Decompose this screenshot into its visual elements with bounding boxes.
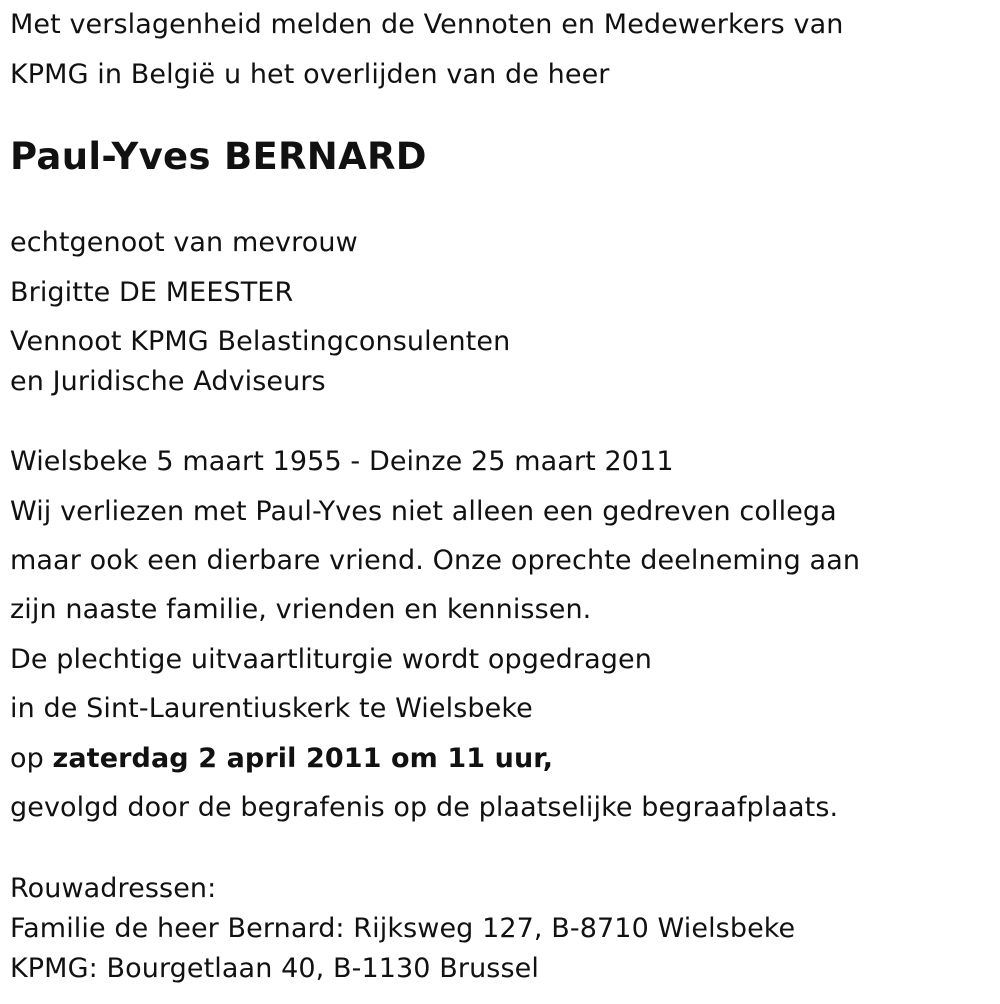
spouse-name: Brigitte DE MEESTER — [10, 277, 294, 308]
funeral-datetime-line — [10, 742, 553, 776]
intro-line-1: Met verslagenheid melden de Vennoten en Medewerkers van — [10, 9, 844, 40]
message-line-2: maar ook een dierbare vriend. Onze oprechte deelneming aan — [10, 545, 861, 576]
intro-line-2: KPMG in België u het overlijden van de heer — [10, 59, 610, 90]
message-line-1: Wij verliezen met Paul-Yves niet alleen een gedreven collega — [10, 496, 837, 527]
funeral-line-4: gevolgd door de begrafenis op de plaatselijke begraafplaats. — [10, 792, 839, 823]
role-line-1: Vennoot KPMG Belastingconsulenten — [10, 326, 511, 357]
address-family: Familie de heer Bernard: Rijksweg 127, B-8710 Wielsbeke — [10, 913, 796, 944]
address-kpmg: KPMG: Bourgetlaan 40, B-1130 Brussel — [10, 953, 539, 984]
relation-line: echtgenoot van mevrouw — [10, 227, 358, 258]
funeral-prefix: op — [10, 743, 53, 774]
addresses-heading: Rouwadressen: — [10, 873, 217, 904]
life-dates: Wielsbeke 5 maart 1955 - Deinze 25 maart 2011 — [10, 446, 674, 477]
funeral-datetime: zaterdag 2 april 2011 om 11 uur, — [52, 743, 554, 774]
message-line-3: zijn naaste familie, vrienden en kennissen. — [10, 594, 592, 625]
funeral-line-1: De plechtige uitvaartliturgie wordt opgedragen — [10, 644, 652, 675]
role-line-2: en Juridische Adviseurs — [10, 366, 326, 397]
deceased-name: Paul-Yves BERNARD — [10, 135, 427, 178]
funeral-line-2: in de Sint-Laurentiuskerk te Wielsbeke — [10, 693, 533, 724]
